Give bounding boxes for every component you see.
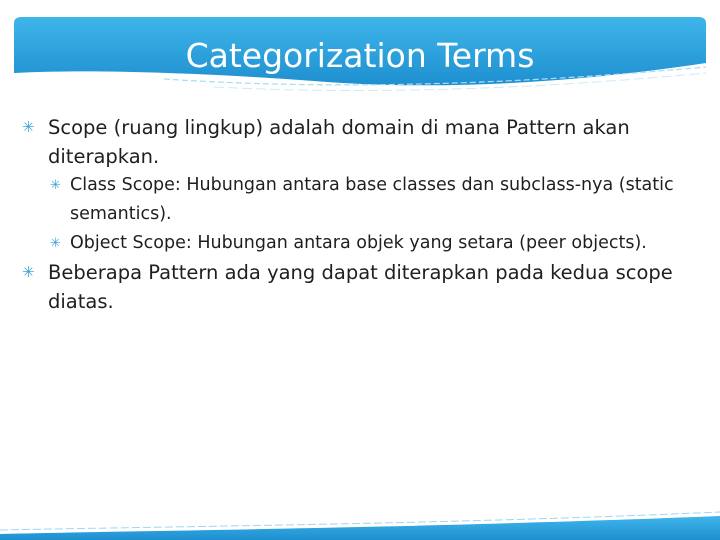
sub-bullet-text: Class Scope: Hubungan antara base classes dan subclass-nya (static semantics). [70,175,674,224]
bullet-text: Beberapa Pattern ada yang dapat diterapkan pada kedua scope diatas. [48,261,673,313]
title-banner [14,17,706,95]
slide-title: Categorization Terms [185,36,535,75]
bullet-text: Scope (ruang lingkup) adalah domain di mana Pattern akan diterapkan. [48,116,630,168]
bottom-wave-decoration [0,510,720,540]
slide-content [22,113,702,316]
bullet-item [22,258,702,316]
sub-bullet-item [50,171,702,229]
asterisk-bullet-icon: ✳ [22,118,35,136]
sub-bullet-item [50,229,702,258]
asterisk-bullet-icon: ✳ [22,263,35,281]
bullet-item [22,113,702,171]
asterisk-bullet-icon: ✳ [50,236,61,251]
sub-bullet-text: Object Scope: Hubungan antara objek yang setara (peer objects). [70,233,647,253]
asterisk-bullet-icon: ✳ [50,178,61,193]
